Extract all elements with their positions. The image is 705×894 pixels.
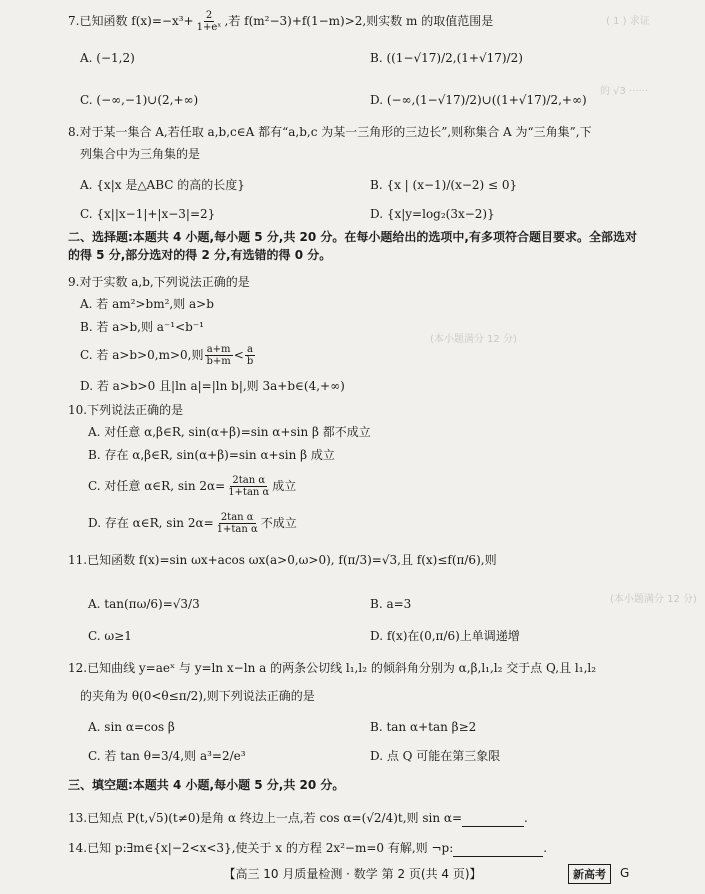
question-8-option-a: A. {x|x 是△ABC 的高的长度} <box>80 178 245 192</box>
question-12-option-b: B. tan α+tan β≥2 <box>370 720 477 734</box>
question-7-option-b: B. ((1−√17)/2,(1+√17)/2) <box>370 51 523 65</box>
question-8-stem-line1: 8.对于某一集合 A,若任取 a,b,c∈A 都有“a,b,c 为某一三角形的三边长”,则称集合 A 为“三角集”,下 <box>68 125 592 139</box>
question-11-stem: 11.已知函数 f(x)=sin ωx+acos ωx(a>0,ω>0), f(π/3)=√3,且 f(x)≤f(π/6),则 <box>68 553 497 567</box>
question-14: 14.已知 p:∃m∈{x|−2<x<3},使关于 x 的方程 2x²−m=0 有解,则 ¬p: . <box>68 841 548 855</box>
footer-text: 【高三 10 月质量检测 · 数学 第 2 页(共 4 页)】 <box>223 867 482 881</box>
section-3-header: 三、填空题:本题共 4 小题,每小题 5 分,共 20 分。 <box>68 778 345 792</box>
answer-blank <box>462 810 524 827</box>
bleed-through: ( 1 ) 求证 <box>606 16 650 27</box>
footer-badge: 新高考 <box>568 864 611 884</box>
question-9-option-b: B. 若 a>b,则 a⁻¹<b⁻¹ <box>80 320 204 334</box>
question-8-option-d: D. {x|y=log₂(3x−2)} <box>370 207 495 221</box>
question-12-option-a: A. sin α=cos β <box>88 720 175 734</box>
bleed-through: (本小题满分 12 分) <box>610 594 697 605</box>
question-11-option-b: B. a=3 <box>370 597 412 611</box>
question-9-option-c: C. 若 a>b>0,m>0,则 $\frac{a+m}{b+m}$ < $\frac{a}{b}$ <box>80 344 254 367</box>
question-8-stem-line2: 列集合中为三角集的是 <box>80 147 201 161</box>
footer-letter: G <box>620 866 630 880</box>
question-10-option-b: B. 存在 α,β∈R, sin(α+β)=sin α+sin β 成立 <box>88 448 335 462</box>
section-2-header: 二、选择题:本题共 4 小题,每小题 5 分,共 20 分。在每小题给出的选项中,有多项符合题目要求。全部选对的得 5 分,部分选对的得 2 分,有选错的得 0 分。 <box>68 230 637 262</box>
question-7-option-c: C. (−∞,−1)∪(2,+∞) <box>80 93 199 107</box>
question-13: 13.已知点 P(t,√5)(t≠0)是角 α 终边上一点,若 cos α=(√2/4)t,则 sin α= . <box>68 811 528 825</box>
question-10-option-c: C. 对任意 α∈R, sin 2α= $\frac{\text{2tan α}}{\text{1+tan α}}$ 成立 <box>88 475 297 498</box>
question-11-option-a: A. tan(πω/6)=√3/3 <box>88 597 200 611</box>
question-9-option-d: D. 若 a>b>0 且|ln a|=|ln b|,则 3a+b∈(4,+∞) <box>80 379 345 393</box>
question-8-option-b: B. {x | (x−1)/(x−2) ≤ 0} <box>370 178 518 192</box>
question-9-stem: 9.对于实数 a,b,下列说法正确的是 <box>68 275 250 289</box>
bleed-through: (本小题满分 12 分) <box>430 334 517 345</box>
question-11-option-c: C. ω≥1 <box>88 629 132 643</box>
question-10-option-d: D. 存在 α∈R, sin 2α= $\frac{\text{2tan α}}{\text{1+tan α}}$ 不成立 <box>88 512 297 535</box>
question-7-stem: 7.已知函数 f(x)=−x³+ $\frac{2}{\text{1+eˣ}}$ ,若 f(m²−3)+f(1−m)>2,则实数 m 的取值范围是 <box>68 10 494 33</box>
bleed-through: 的 √3 ······ <box>600 86 649 97</box>
question-12-option-c: C. 若 tan θ=3/4,则 a³=2/e³ <box>88 749 246 763</box>
question-10-option-a: A. 对任意 α,β∈R, sin(α+β)=sin α+sin β 都不成立 <box>88 425 371 439</box>
question-8-option-c: C. {x||x−1|+|x−3|=2} <box>80 207 216 221</box>
question-11-option-d: D. f(x)在(0,π/6)上单调递增 <box>370 629 520 643</box>
question-9-option-a: A. 若 am²>bm²,则 a>b <box>80 297 214 311</box>
question-7-option-a: A. (−1,2) <box>80 51 135 65</box>
question-7-option-d: D. (−∞,(1−√17)/2)∪((1+√17)/2,+∞) <box>370 93 587 107</box>
answer-blank <box>453 840 543 857</box>
question-10-stem: 10.下列说法正确的是 <box>68 403 184 417</box>
question-12-stem-line2: 的夹角为 θ(0<θ≤π/2),则下列说法正确的是 <box>80 689 315 703</box>
question-12-option-d: D. 点 Q 可能在第三象限 <box>370 749 501 763</box>
question-12-stem-line1: 12.已知曲线 y=aeˣ 与 y=ln x−ln a 的两条公切线 l₁,l₂ 的倾斜角分别为 α,β,l₁,l₂ 交于点 Q,且 l₁,l₂ <box>68 661 597 675</box>
